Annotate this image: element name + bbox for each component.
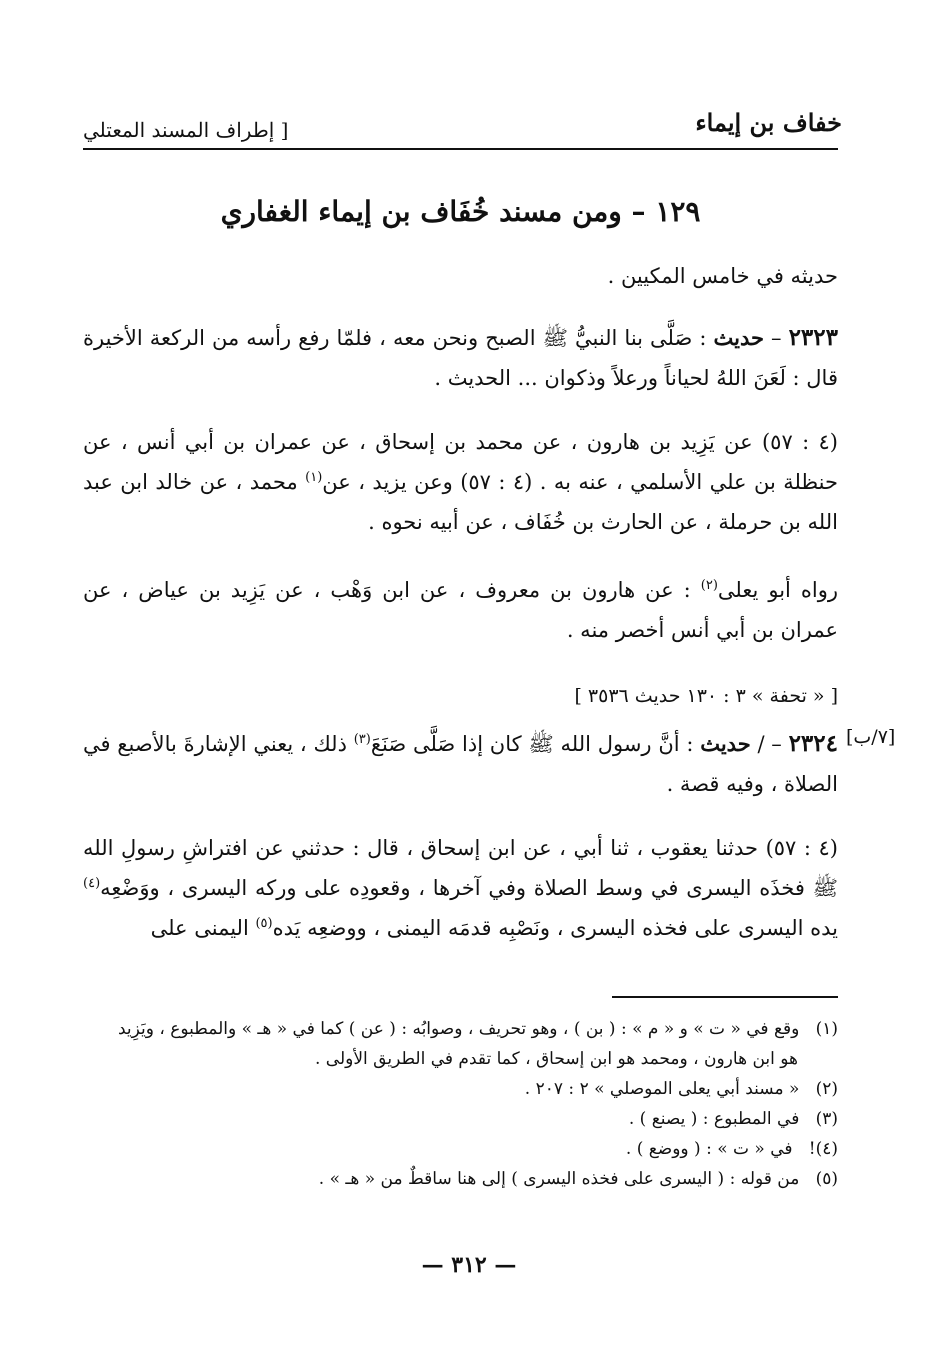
footnotes xyxy=(83,1014,838,1194)
abu-yala-paragraph xyxy=(83,570,838,650)
manuscript-folio-marker: [٧/ب] xyxy=(846,726,896,748)
footnote-text: في « ت » : ( ووضع ) . xyxy=(625,1139,793,1159)
footnote-text: من قوله : ( اليسرى على فخذه اليسرى ) إلى هنا ساقطٌ من « هـ » . xyxy=(318,1169,800,1189)
hadith-keyword: حديث xyxy=(713,325,764,350)
isnad-paragraph-1 xyxy=(83,422,838,542)
footnote-1 xyxy=(83,1014,838,1074)
footnote-divider xyxy=(612,996,838,998)
footnote-4 xyxy=(83,1134,838,1164)
isnad-paragraph-2 xyxy=(83,828,838,948)
hadith-text: : أنَّ رسول الله ﷺ كان إذا صَلَّى صَنَعَ xyxy=(370,732,701,756)
footnote-number: (٤)! xyxy=(808,1139,838,1159)
intro-paragraph: حديثه في خامس المكيين . xyxy=(607,264,838,288)
hadith-number: ٢٣٢٤ xyxy=(788,730,838,757)
hadith-2323 xyxy=(83,318,838,398)
page-number: — ٣١٢ — xyxy=(421,1252,517,1278)
footnote-ref-5[interactable]: (٥) xyxy=(255,916,273,931)
hadith-text: ذلك ، يعني الإشارةَ بالأصبع في الصلاة ، وفيه قصة . xyxy=(83,732,838,796)
footnote-text: « مسند أبي يعلى الموصلي » ٢ : ٢٠٧ . xyxy=(524,1079,800,1099)
footnote-number: (٢) xyxy=(815,1079,838,1099)
footnote-number: (١) xyxy=(815,1019,838,1039)
footnote-5 xyxy=(83,1164,838,1194)
isnad-text: اليمنى على xyxy=(150,916,256,940)
footnote-text-cont: هو ابن هارون ، ومحمد هو ابن إسحاق ، كما تقدم في الطريق الأولى . xyxy=(314,1049,798,1069)
hadith-2324 xyxy=(83,724,838,804)
footnote-ref-4[interactable]: (٤) xyxy=(83,876,101,891)
running-header-book: [ إطراف المسند المعتلي xyxy=(83,118,289,142)
section-title: ١٢٩ – ومن مسند خُفَاف بن إيماء الغفاري xyxy=(220,195,701,228)
isnad-text: يده اليسرى على فخذه اليسرى ، ونَصْبِه قدمَه اليمنى ، ووضعِه يَده xyxy=(272,916,838,940)
running-header-chapter: خفاف بن إيماء xyxy=(695,108,842,137)
isnad-text: (٤ : ٥٧) حدثنا يعقوب ، ثنا أبي ، عن ابن إسحاق ، قال : حدثني عن افتراشِ رسولِ الله ﷺ فخذَه اليسرى في وسط الصلاة وفي آخرها ، وقعودِه على وركه اليسرى ، ووَضْعِه xyxy=(83,836,838,900)
narration-text: : عن هارون بن معروف ، عن ابن وَهْب ، عن يَزِيد بن عياض ، عن عمران بن أبي أنس أخصر منه . xyxy=(83,578,838,642)
footnote-ref-3[interactable]: (٣) xyxy=(353,732,371,747)
footnote-text: وقع في « ت » و « م » : ( بن ) ، وهو تحريف ، وصوابُه : ( عن ) كما في « هـ » والمطبوع ، ويَزِيد xyxy=(117,1019,800,1039)
footnote-number: (٣) xyxy=(815,1109,838,1129)
hadith-text: : صَلَّى بنا النبيُّ ﷺ الصبح ونحن معه ، فلمّا رفع رأسه من الركعة الأخيرة قال : لَعَنَ اللهُ لحياناً ورعلاً وذكوان ... الحديث . xyxy=(83,326,838,390)
footnote-number: (٥) xyxy=(815,1169,838,1189)
hadith-dash: – / xyxy=(750,732,789,756)
footnote-ref-1[interactable]: (١) xyxy=(305,470,323,485)
hadith-number: ٢٣٢٣ xyxy=(788,324,838,351)
header-divider xyxy=(83,148,838,150)
footnote-3 xyxy=(83,1104,838,1134)
tuhfa-reference: [ « تحفة » ٣ : ١٣٠ حديث ٣٥٣٦ ] xyxy=(574,685,838,707)
footnote-ref-2[interactable]: (٢) xyxy=(700,578,718,593)
footnote-text: في المطبوع : ( يصنع ) . xyxy=(628,1109,800,1129)
isnad-text: (٤ : ٥٧) عن يَزِيد بن هارون ، عن محمد بن إسحاق ، عن عمران بن أبي أنس ، عن حنظلة بن علي الأسلمي ، عنه به . (٤ : ٥٧) وعن يزيد ، عن xyxy=(83,430,838,494)
hadith-keyword: حديث xyxy=(700,731,751,756)
hadith-dash: – xyxy=(763,326,789,350)
footnote-2 xyxy=(83,1074,838,1104)
narration-text: رواه أبو يعلى xyxy=(717,578,838,602)
isnad-text: محمد ، عن خالد ابن عبد الله بن حرملة ، عن الحارث بن خُفَاف ، عن أبيه نحوه . xyxy=(83,470,838,534)
